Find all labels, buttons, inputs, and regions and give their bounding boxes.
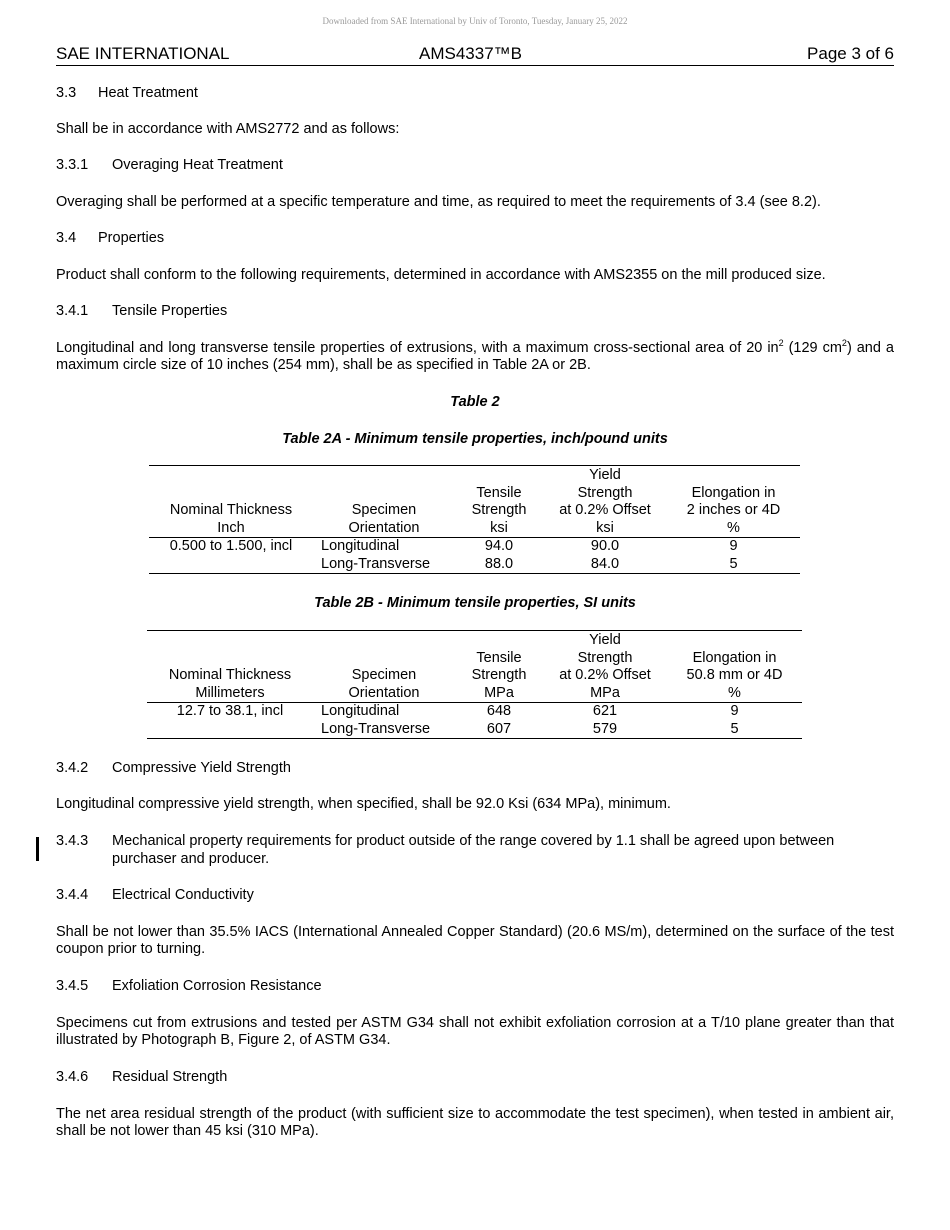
section-3-4-1-heading: [56, 303, 227, 320]
section-3-4-3-continuation: purchaser and producer.: [112, 851, 270, 867]
section-3-4-5-heading: [56, 978, 322, 995]
section-number: 3.4.2: [56, 760, 89, 776]
table-2a: [149, 465, 800, 574]
section-title: Tensile Properties: [112, 303, 228, 319]
cell-orientation: Longitudinal: [321, 538, 400, 554]
header-doc-number: AMS4337™B: [419, 44, 522, 63]
cell-yield: 621: [592, 703, 618, 719]
cell-yield: 579: [592, 720, 618, 737]
section-number: 3.4.4: [56, 887, 89, 903]
cell-elongation: 5: [729, 555, 738, 572]
section-3-4-6-body: The net area residual strength of the product (with sufficient size to accommodate the test specimen), when tested in ambient air, shall be not lower than 45 ksi (310 MPa).: [56, 1106, 894, 1139]
section-title: Compressive Yield Strength: [112, 760, 291, 776]
cell-tensile: 88.0: [484, 555, 514, 572]
section-title: Properties: [98, 230, 165, 246]
section-number: 3.3.1: [56, 157, 89, 173]
section-3-4-1-body: [56, 340, 894, 374]
cell-elongation: 9: [729, 538, 738, 554]
col-header-thickness: Nominal Thickness Millimeters: [168, 667, 292, 701]
section-3-3-heading: [56, 85, 198, 102]
section-title: Heat Treatment: [98, 85, 198, 101]
table-row: [149, 538, 800, 556]
cell-thickness: 12.7 to 38.1, incl: [176, 703, 284, 719]
section-number: 3.3: [56, 85, 77, 101]
cell-thickness: [149, 556, 313, 574]
body-text: ) and a maximum circle size of 10 inches (254 mm), shall be as specified in Table 2A or 2B.: [56, 340, 894, 373]
cell-yield: 84.0: [590, 555, 620, 572]
section-title: Electrical Conductivity: [112, 887, 254, 903]
cell-orientation: Long-Transverse: [321, 555, 431, 572]
table-2a-caption: Table 2A - Minimum tensile properties, inch/pound units: [282, 431, 668, 447]
table-row: [147, 703, 802, 721]
body-text: Mechanical property requirements for product outside of the range covered by 1.1 shall be agreed upon between: [112, 833, 835, 849]
col-header-tensile: Tensile Strength ksi: [471, 484, 527, 536]
section-3-4-2-heading: [56, 760, 291, 777]
cell-orientation: Longitudinal: [321, 703, 400, 719]
section-3-4-heading: [56, 230, 164, 247]
section-3-4-4-body: Shall be not lower than 35.5% IACS (International Annealed Copper Standard) (20.6 MS/m), determined on the surface of the test coupon prior to turning.: [56, 924, 894, 957]
cell-thickness: [147, 721, 313, 739]
section-title: Residual Strength: [112, 1069, 228, 1085]
section-3-3-body: Shall be in accordance with AMS2772 and as follows:: [56, 121, 400, 137]
table-row: [147, 721, 802, 739]
page-header: [56, 43, 894, 66]
table-2-title: Table 2: [450, 394, 500, 410]
superscript: 2: [841, 338, 847, 349]
section-3-3-1-body: Overaging shall be performed at a specific temperature and time, as required to meet the requirements of 3.4 (see 8.2).: [56, 194, 821, 210]
section-3-4-5-body: Specimens cut from extrusions and tested per ASTM G34 shall not exhibit exfoliation corrosion at a T/10 plane greater than that illustrated by Photograph B, Figure 2, of ASTM G34.: [56, 1015, 894, 1048]
revision-change-bar: [36, 837, 39, 861]
body-text: (129 cm: [783, 340, 842, 356]
section-number: 3.4: [56, 230, 77, 246]
header-page-number: Page 3 of 6: [807, 44, 894, 63]
col-header-thickness: Nominal Thickness Inch: [169, 502, 293, 536]
section-3-3-1-heading: [56, 157, 283, 174]
download-watermark: Downloaded from SAE International by Univ of Toronto, Tuesday, January 25, 2022: [322, 16, 628, 26]
section-number: 3.4.1: [56, 303, 89, 319]
section-title: Overaging Heat Treatment: [112, 157, 283, 173]
section-3-4-4-heading: [56, 887, 254, 904]
table-2b: [147, 630, 802, 739]
table-header-row: [147, 631, 802, 703]
section-number: 3.4.5: [56, 978, 89, 994]
table-2b-caption: Table 2B - Minimum tensile properties, SI units: [314, 595, 636, 611]
cell-tensile: 607: [486, 720, 512, 737]
cell-orientation: Long-Transverse: [321, 720, 431, 737]
col-header-orientation: Specimen Orientation: [348, 667, 420, 701]
section-3-4-body: Product shall conform to the following requirements, determined in accordance with AMS2355 on the mill produced size.: [56, 267, 826, 283]
col-header-yield: Yield Strength at 0.2% Offset ksi: [559, 467, 651, 536]
col-header-orientation: Specimen Orientation: [348, 502, 420, 536]
cell-elongation: 5: [730, 720, 739, 737]
cell-tensile: 648: [486, 703, 512, 719]
section-3-4-3-paragraph: [56, 833, 834, 850]
section-3-4-2-body: Longitudinal compressive yield strength, when specified, shall be 92.0 Ksi (634 MPa), minimum.: [56, 796, 671, 812]
superscript: 2: [778, 338, 784, 349]
col-header-elongation: Elongation in 2 inches or 4D %: [686, 484, 781, 536]
table-row: [149, 556, 800, 574]
table-header-row: [149, 466, 800, 538]
section-number: 3.4.6: [56, 1069, 89, 1085]
section-3-4-6-heading: [56, 1069, 227, 1086]
cell-thickness: 0.500 to 1.500, incl: [169, 538, 293, 554]
cell-tensile: 94.0: [484, 538, 514, 554]
cell-yield: 90.0: [590, 538, 620, 554]
section-number: 3.4.3: [56, 833, 89, 849]
body-text: Longitudinal and long transverse tensile properties of extrusions, with a maximum cross-sectional area of 20 in: [56, 340, 779, 356]
col-header-elongation: Elongation in 50.8 mm or 4D %: [686, 649, 783, 701]
col-header-yield: Yield Strength at 0.2% Offset MPa: [559, 632, 651, 701]
header-org: SAE INTERNATIONAL: [56, 44, 230, 63]
cell-elongation: 9: [730, 703, 739, 719]
col-header-tensile: Tensile Strength MPa: [471, 649, 527, 701]
section-title: Exfoliation Corrosion Resistance: [112, 978, 322, 994]
